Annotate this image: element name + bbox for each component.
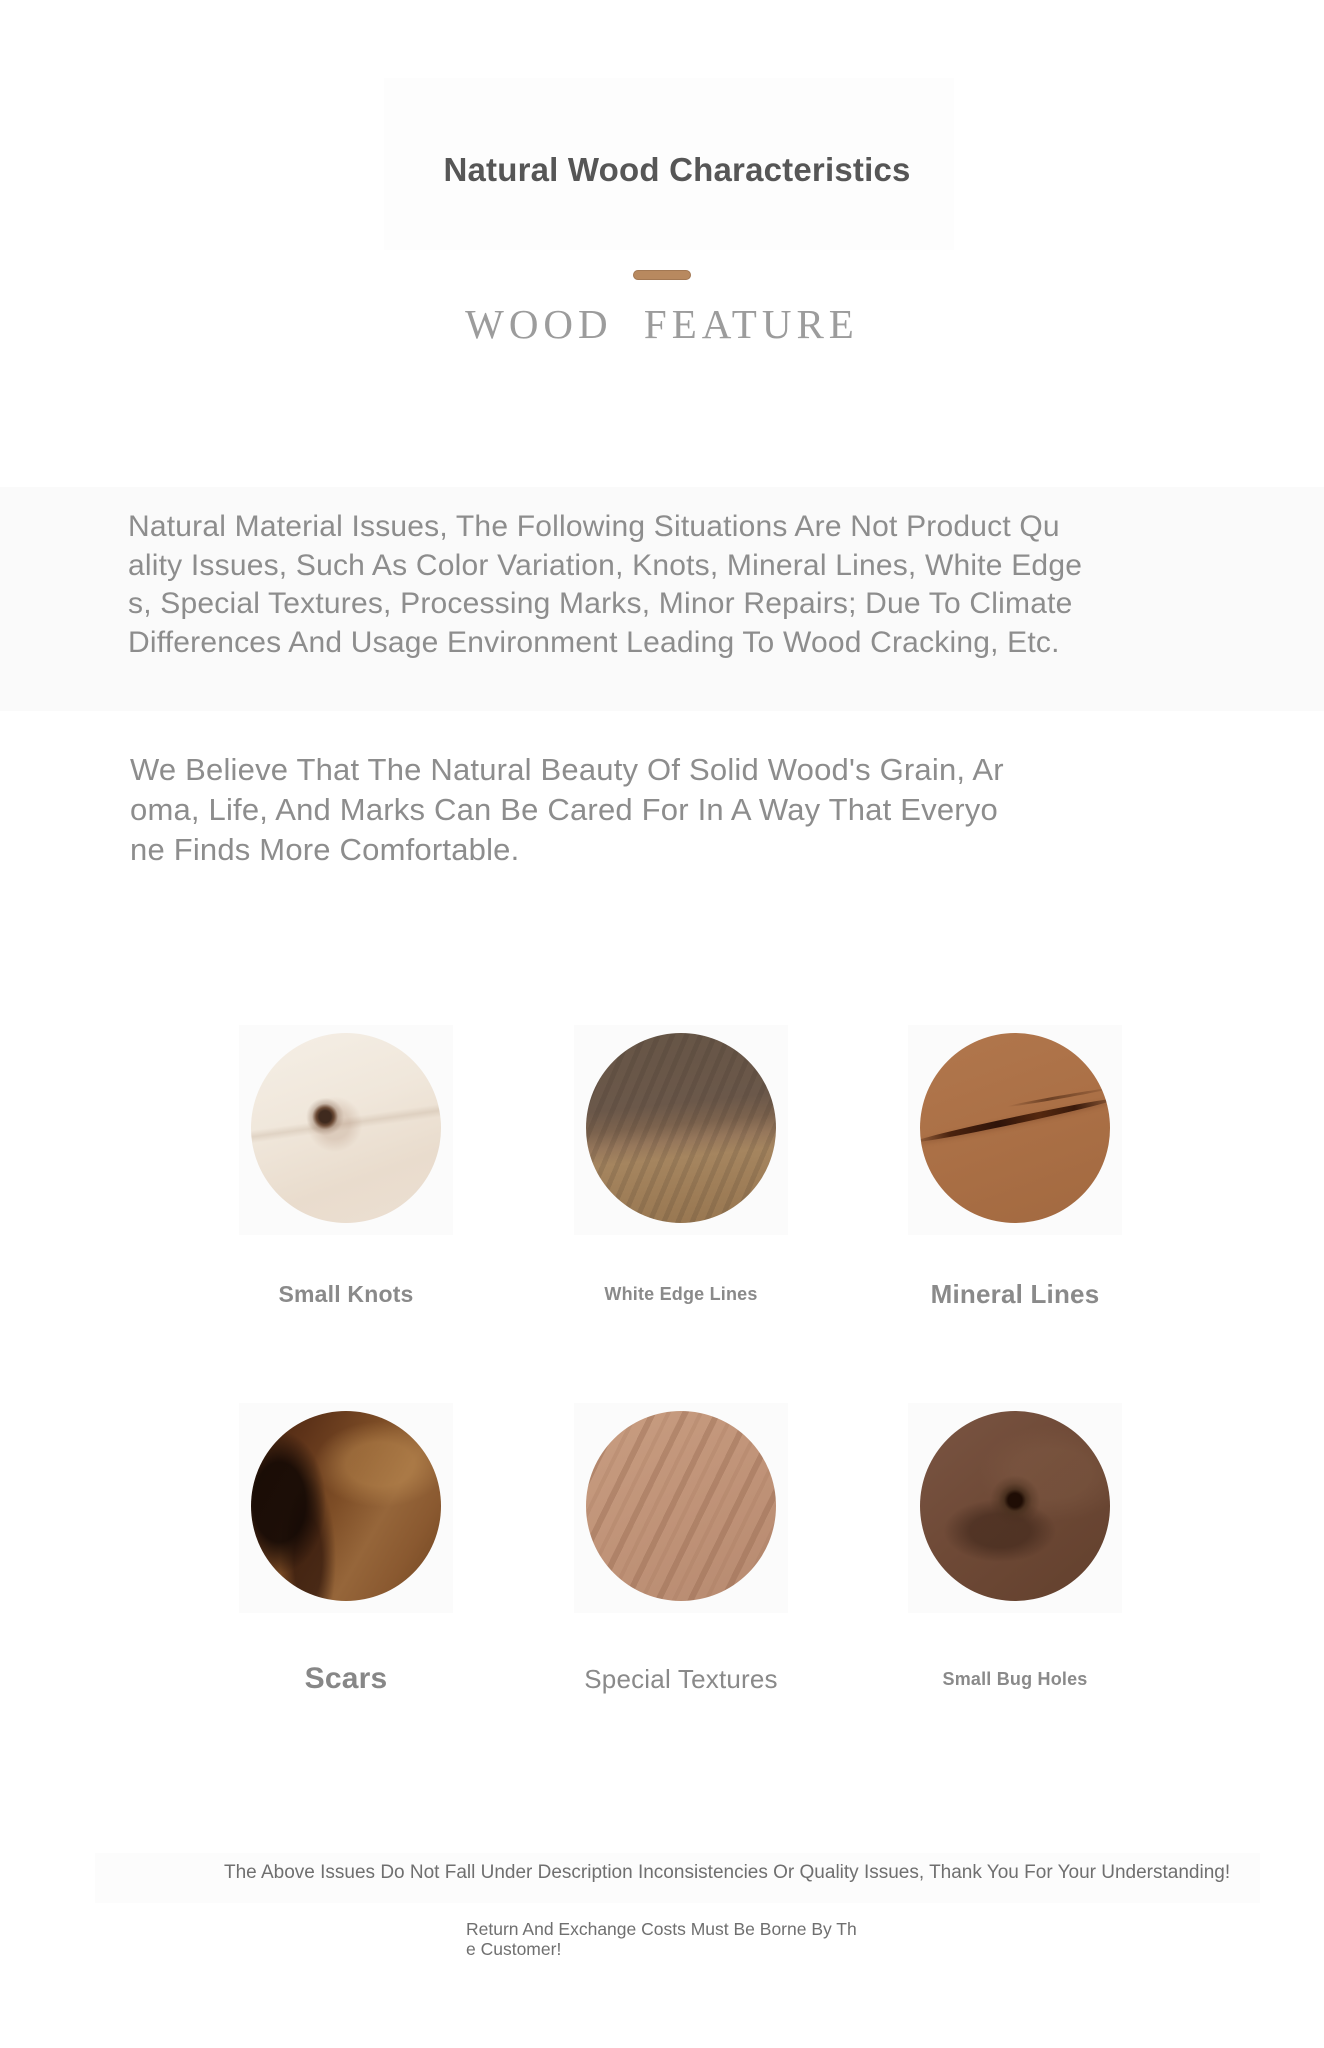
feature-label: Mineral Lines: [930, 1279, 1100, 1309]
footer-return-line: Return And Exchange Costs Must Be Borne By Th: [466, 1919, 857, 1939]
feature-label: Scars: [304, 1662, 388, 1695]
wood-sample-small-knots-image: [251, 1033, 441, 1223]
footer-return-policy: [466, 1920, 857, 1959]
wood-sample-small-bug-holes-image: [920, 1411, 1110, 1601]
notice-line: Differences And Usage Environment Leading To Wood Cracking, Etc.: [128, 625, 1060, 659]
feature-label: Special Textures: [584, 1664, 778, 1694]
belief-line: oma, Life, And Marks Can Be Cared For In A Way That Everyo: [130, 792, 998, 827]
feature-small-bug-holes: [920, 1411, 1110, 1690]
section-subtitle: WOOD FEATURE: [465, 301, 859, 347]
notice-line: s, Special Textures, Processing Marks, Minor Repairs; Due To Climate: [128, 587, 1073, 621]
belief-paragraph: [130, 750, 1004, 870]
notice-line: Natural Material Issues, The Following Situations Are Not Product Qu: [128, 510, 1060, 543]
belief-line: We Believe That The Natural Beauty Of Solid Wood's Grain, Ar: [130, 752, 1004, 787]
feature-label: White Edge Lines: [604, 1284, 758, 1304]
mineral-crack-line: [920, 1095, 1110, 1145]
divider-bar: [633, 270, 691, 280]
feature-special-textures: [586, 1411, 776, 1695]
belief-line: ne Finds More Comfortable.: [130, 832, 520, 867]
page-title: Natural Wood Characteristics: [443, 151, 911, 188]
footer-return-line: e Customer!: [466, 1938, 562, 1959]
notice-line: ality Issues, Such As Color Variation, Knots, Mineral Lines, White Edge: [128, 548, 1083, 582]
feature-white-edge-lines: [586, 1033, 776, 1305]
wood-sample-mineral-lines-image: [920, 1033, 1110, 1223]
wood-sample-white-edge-lines-image: [586, 1033, 776, 1223]
feature-scars: [251, 1411, 441, 1696]
feature-label: Small Knots: [278, 1281, 414, 1307]
notice-paragraph: [128, 508, 1082, 662]
feature-mineral-lines: [920, 1033, 1110, 1310]
wood-sample-special-textures-image: [586, 1411, 776, 1601]
feature-small-knots: [251, 1033, 441, 1308]
wood-sample-scars-image: [251, 1411, 441, 1601]
footer-disclaimer: The Above Issues Do Not Fall Under Description Inconsistencies Or Quality Issues, Thank You For Your Understanding!: [224, 1862, 1231, 1883]
feature-label: Small Bug Holes: [942, 1669, 1088, 1689]
